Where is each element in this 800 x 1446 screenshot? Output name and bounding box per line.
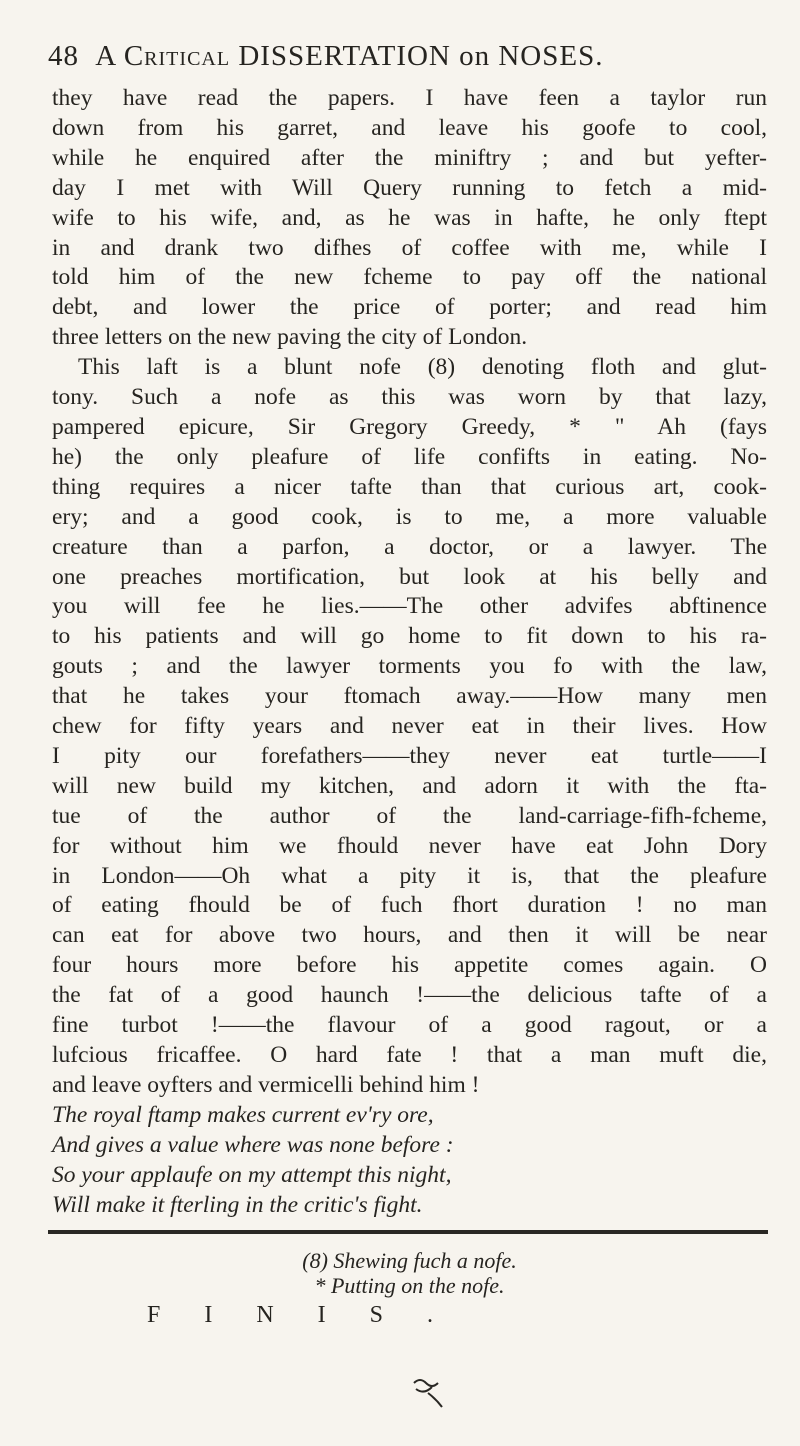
printer-ornament-icon [408,1375,448,1415]
body-line: you will fee he lies.——The other advifes abftinence [52,593,767,620]
footnotes [52,1248,767,1298]
body-line: chew for fifty years and never eat in their lives. How [52,713,767,740]
body-line: will new build my kitchen, and adorn it with the fta- [52,772,767,799]
header-title-part-1: A Critical [95,40,239,72]
body-line: that he takes your ftomach away.——How many men [52,683,767,710]
body-line: they have read the papers. I have feen a taylor run [52,85,767,111]
verse-epilogue [52,1101,767,1221]
footnote: * Putting on the nofe. [314,1273,505,1299]
body-line: day I met with Will Query running to fetch a mid- [52,174,767,201]
verse-line: And gives a value where was none before : [52,1131,454,1158]
body-line: This laft is a blunt nofe (8) denoting floth and glut- [78,354,767,381]
footnote: (8) Shewing fuch a nofe. [302,1248,517,1274]
finis-colophon: FINIS. [147,1302,478,1329]
body-line: pampered epicure, Sir Gregory Greedy, * " Ah (fays [52,413,767,440]
body-line: debt, and lower the price of porter; and read him [52,294,767,321]
body-line: told him of the new fcheme to pay off the national [52,264,767,291]
body-line: creature than a parfon, a doctor, or a lawyer. The [52,533,767,560]
horizontal-rule [48,1230,768,1234]
body-line: the fat of a good haunch !——the delicious tafte of a [52,982,767,1009]
body-line: in and drank two difhes of coffee with me, while I [52,234,767,261]
verse-line: The royal ftamp makes current ev'ry ore, [52,1101,434,1128]
body-line: wife to his wife, and, as he was in hafte, he only ftept [52,204,767,231]
body-line: in London——Oh what a pity it is, that the pleafure [52,862,767,889]
body-line: fine turbot !——the flavour of a good ragout, or a [52,1012,767,1039]
running-header [48,40,767,84]
body-line: down from his garret, and leave his goofe to cool, [52,114,767,141]
body-line: and leave oyfters and vermicelli behind him ! [52,1071,480,1098]
book-page [48,40,767,1329]
body-line: one preaches mortification, but look at his belly and [52,563,767,590]
body-line: can eat for above two hours, and then it will be near [52,922,767,949]
body-text [52,84,767,1101]
header-title-part-2: DISSERTATION on NOSES. [238,40,604,72]
body-line: he) the only pleafure of life confifts in eating. No- [52,443,767,470]
body-line: while he enquired after the miniftry ; and but yefter- [52,144,767,171]
body-line: gouts ; and the lawyer torments you fo with the law, [52,653,767,680]
body-line: tony. Such a nofe as this was worn by that lazy, [52,384,767,411]
body-line: to his patients and will go home to fit down to his ra- [52,623,767,650]
body-line: lufcious fricaffee. O hard fate ! that a man muft die, [52,1042,767,1068]
body-line: of eating fhould be of fuch fhort duration ! no man [52,892,767,919]
body-line: four hours more before his appetite comes again. O [52,952,767,979]
body-line: ery; and a good cook, is to me, a more valuable [52,503,767,530]
body-line: three letters on the new paving the city of London. [52,324,528,351]
verse-line: Will make it fterling in the critic's fight. [52,1191,423,1218]
body-line: I pity our forefathers——they never eat turtle——I [52,742,767,769]
page-number: 48 [48,40,79,72]
body-line: tue of the author of the land-carriage-fifh-fcheme, [52,802,767,829]
verse-line: So your applaufe on my attempt this night, [52,1161,452,1188]
body-line: thing requires a nicer tafte than that curious art, cook- [52,473,767,500]
body-line: for without him we fhould never have eat John Dory [52,832,767,859]
